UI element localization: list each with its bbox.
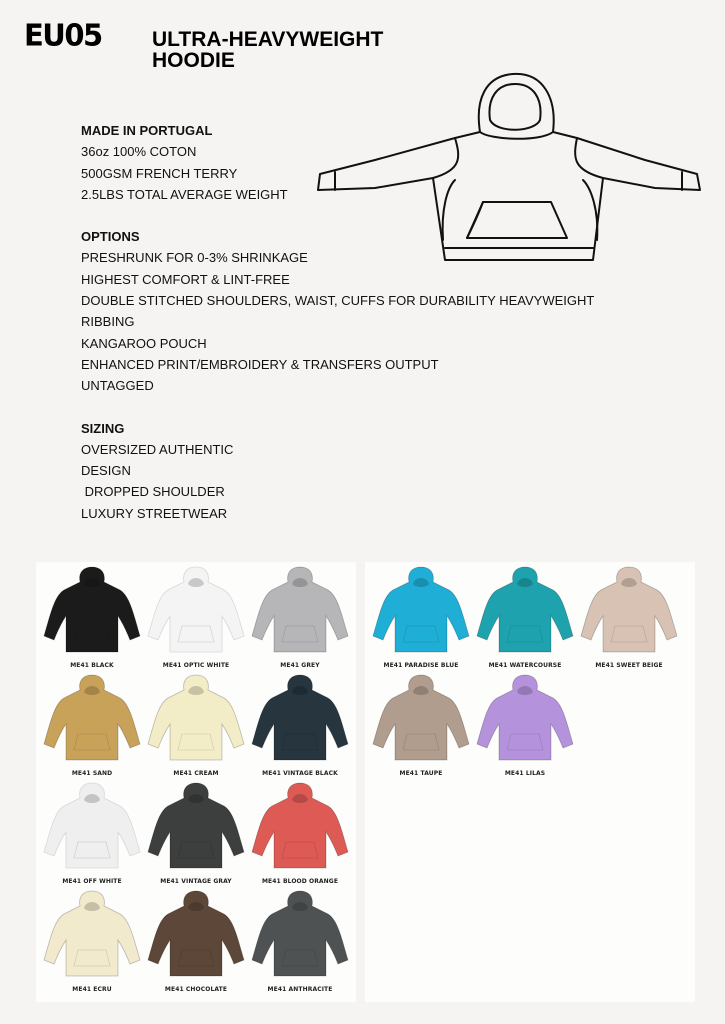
color-swatch (40, 674, 144, 782)
swatch-label: ME41 OPTIC WHITE (162, 662, 230, 669)
swatch-label: ME41 BLACK (70, 662, 114, 669)
spec-line: ENHANCED PRINT/EMBROIDERY & TRANSFERS OUTPUT (81, 356, 439, 372)
product-title (152, 29, 383, 71)
spec-line: HIGHEST COMFORT & LINT-FREE (81, 271, 290, 287)
swatch-label: ME41 BLOOD ORANGE (261, 878, 339, 885)
hoodie-image (248, 782, 352, 872)
spec-line: RIBBING (81, 314, 135, 330)
swatch-label: ME41 ECRU (72, 986, 112, 993)
swatch-label: ME41 SAND (71, 770, 113, 777)
spec-line: DOUBLE STITCHED SHOULDERS, WAIST, CUFFS FOR DURABILITY HEAVYWEIGHT (81, 293, 595, 309)
hoodie-image (248, 674, 352, 764)
swatch-label: ME41 CREAM (173, 770, 219, 777)
color-swatch (577, 566, 681, 674)
color-swatch (473, 674, 577, 782)
hoodie-image (473, 674, 577, 764)
hoodie-image (144, 782, 248, 872)
brand-logo: EU05 (24, 17, 102, 53)
hoodie-image (369, 566, 473, 656)
options-heading: OPTIONS (81, 229, 140, 245)
color-swatch (144, 566, 248, 674)
color-swatch-panel-left (36, 562, 356, 1002)
hoodie-image (40, 890, 144, 980)
swatch-label: ME41 LILAS (504, 770, 546, 777)
color-swatch (248, 782, 352, 890)
spec-line: OVERSIZED AUTHENTIC (81, 441, 234, 457)
color-swatch (473, 566, 577, 674)
swatch-label: ME41 WATERCOURSE (488, 662, 562, 669)
spec-line: DROPPED SHOULDER (81, 484, 225, 500)
spec-line: 2.5LBS TOTAL AVERAGE WEIGHT (81, 186, 288, 202)
hoodie-image (144, 674, 248, 764)
color-swatch (248, 890, 352, 998)
color-swatch-panel-right (365, 562, 695, 1002)
color-swatch (369, 566, 473, 674)
hoodie-image (473, 566, 577, 656)
product-title-line1: ULTRA-HEAVYWEIGHT (152, 28, 384, 51)
made-heading: MADE IN PORTUGAL (81, 123, 213, 138)
hoodie-image (144, 890, 248, 980)
swatch-label: ME41 VINTAGE GRAY (160, 878, 232, 885)
swatch-label: ME41 OFF WHITE (62, 878, 122, 885)
swatch-label: ME41 ANTHRACITE (267, 986, 333, 993)
hoodie-image (40, 782, 144, 872)
color-swatch (369, 674, 473, 782)
hoodie-outline-icon (315, 70, 705, 270)
spec-line: PRESHRUNK FOR 0-3% SHRINKAGE (81, 250, 308, 266)
spec-line: 500GSM FRENCH TERRY (81, 165, 238, 181)
hoodie-image (577, 566, 681, 656)
hoodie-image (40, 674, 144, 764)
color-swatch (144, 782, 248, 890)
spec-line: 36oz 100% COTON (81, 144, 197, 160)
color-swatch (248, 674, 352, 782)
hoodie-image (40, 566, 144, 656)
color-swatch (248, 566, 352, 674)
color-swatch (40, 566, 144, 674)
sizing-heading: SIZING (81, 420, 125, 436)
swatch-label: ME41 PARADISE BLUE (383, 662, 459, 669)
spec-line: UNTAGGED (81, 378, 154, 394)
swatch-label: ME41 CHOCOLATE (164, 986, 228, 993)
color-swatch (144, 674, 248, 782)
spec-line: KANGAROO POUCH (81, 335, 207, 351)
hoodie-image (248, 566, 352, 656)
swatch-label: ME41 GREY (280, 662, 320, 669)
swatch-label: ME41 SWEET BEIGE (595, 662, 663, 669)
swatch-label: ME41 VINTAGE BLACK (262, 770, 338, 777)
color-swatch (144, 890, 248, 998)
hoodie-image (144, 566, 248, 656)
product-title-line2: HOODIE (152, 49, 235, 72)
spec-line: LUXURY STREETWEAR (81, 505, 228, 521)
color-swatch (40, 890, 144, 998)
swatch-label: ME41 TAUPE (399, 770, 443, 777)
spec-line: DESIGN (81, 463, 131, 479)
hoodie-image (369, 674, 473, 764)
hoodie-image (248, 890, 352, 980)
color-swatch (40, 782, 144, 890)
